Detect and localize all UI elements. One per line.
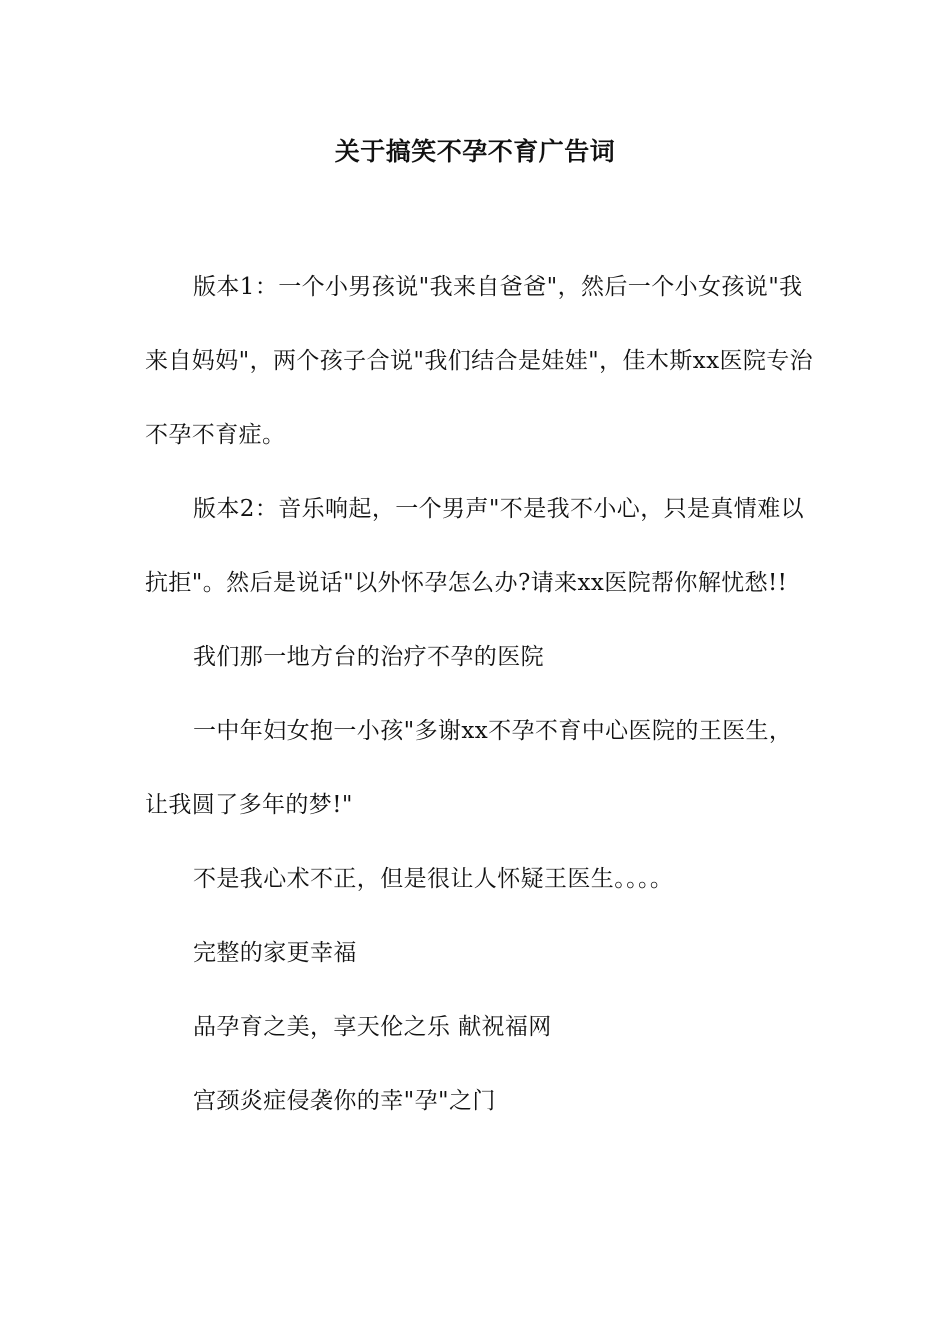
document-title: 关于搞笑不孕不育广告词 bbox=[334, 137, 616, 166]
paragraph-version-2: 版本2：音乐响起，一个男声"不是我不小心，只是真情难以抗拒"。然后是说话"以外怀孕怎么办?请来xx医院帮你解忧愁!! bbox=[145, 496, 805, 596]
paragraph-local-hospital: 我们那一地方台的治疗不孕的医院 bbox=[193, 644, 544, 670]
paragraph-slogan-cervicitis: 宫颈炎症侵袭你的幸"孕"之门 bbox=[193, 1088, 496, 1114]
paragraph-version-1: 版本1：一个小男孩说"我来自爸爸"，然后一个小女孩说"我来自妈妈"，两个孩子合说"我们结合是娃娃"，佳木斯xx医院专治不孕不育症。 bbox=[145, 274, 814, 448]
paragraph-slogan-family: 完整的家更幸福 bbox=[193, 940, 357, 966]
paragraph-woman-with-child: 一中年妇女抱一小孩"多谢xx不孕不育中心医院的王医生，让我圆了多年的梦!" bbox=[145, 718, 793, 818]
paragraph-slogan-pregnancy: 品孕育之美，享天伦之乐 献祝福网 bbox=[193, 1014, 552, 1040]
document-body bbox=[145, 250, 815, 1138]
paragraph-doubt: 不是我心术不正，但是很让人怀疑王医生。。。。 bbox=[193, 866, 674, 892]
